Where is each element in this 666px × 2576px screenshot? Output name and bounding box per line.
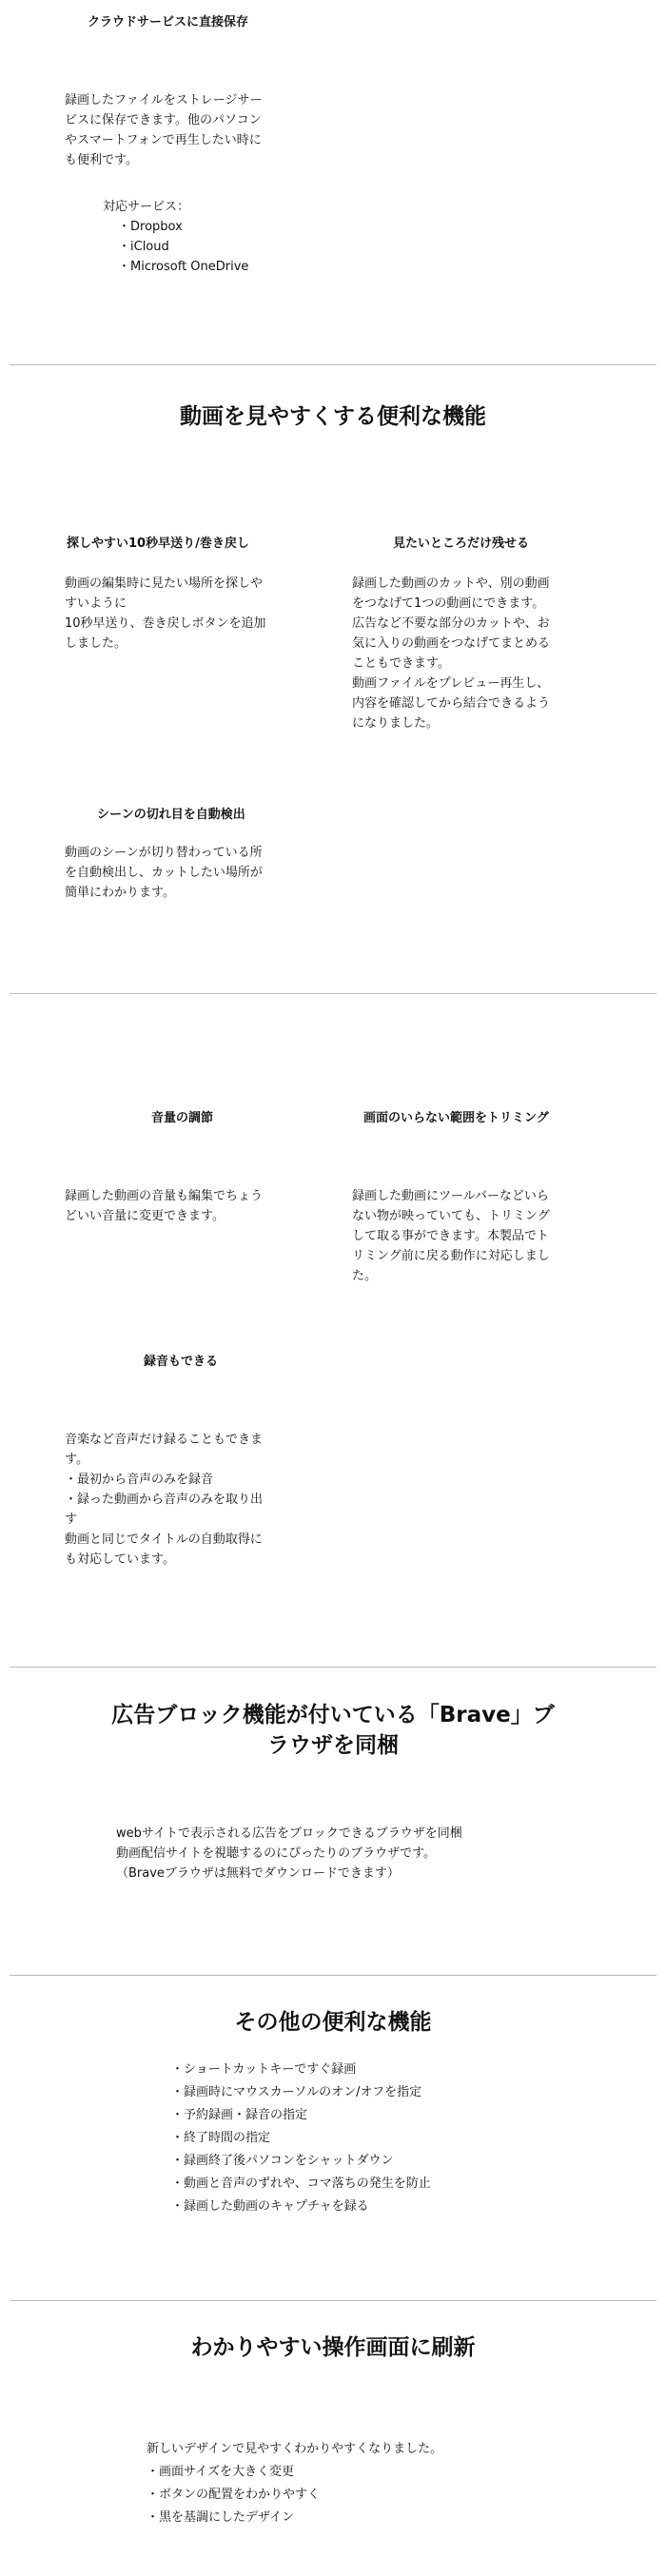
other-feature-item: ・動画と音声のずれや、コマ落ちの発生を防止 (171, 2176, 431, 2191)
keep-desc-line: 広告など不要な部分のカットや、お (352, 616, 550, 631)
brave-description (116, 1824, 462, 1883)
other-section-title: その他の便利な機能 (234, 2010, 432, 2035)
ui-desc-line: ・ボタンの配置をわかりやすく (147, 2488, 321, 2502)
trim-desc-line: 録画した動画にツールバーなどいら (352, 1189, 549, 1203)
scene-feature-description (65, 843, 263, 903)
brave-title-line: 広告ブロック機能が付いている「Brave」ブ (111, 1703, 555, 1727)
other-feature-item: ・ショートカットキーですぐ録画 (171, 2062, 357, 2077)
trim-feature-description (352, 1186, 550, 1286)
ui-desc-line: ・黒を基調にしたデザイン (147, 2510, 295, 2525)
audio-desc-line: ・録った動画から音声のみを取り出 (65, 1493, 264, 1507)
trim-desc-line: リミング前に戻る動作に対応しまし (352, 1249, 550, 1263)
trim-desc-line: ない物が映っていても、トリミング (352, 1209, 550, 1223)
seek-feature-title: 探しやすい10秒早送り/巻き戻し (67, 537, 249, 551)
trim-feature-title: 画面のいらない範囲をトリミング (363, 1111, 549, 1125)
seek-desc-line: しました。 (65, 636, 127, 651)
audio-desc-line: も対応しています。 (65, 1552, 175, 1567)
audio-desc-line: 動画と同じでタイトルの自動取得に (65, 1532, 263, 1547)
other-feature-item: ・録画終了後パソコンをシャットダウン (171, 2154, 394, 2168)
brave-desc-line: 動画配信サイトを視聴するのにぴったりのブラウザです。 (116, 1846, 437, 1861)
divider (10, 364, 656, 365)
divider (10, 1975, 656, 1976)
keep-desc-line: 内容を確認してから結合できるよう (352, 696, 551, 711)
keep-desc-line: こともできます。 (352, 656, 450, 671)
seek-desc-line: すいように (65, 596, 127, 611)
divider (10, 2300, 656, 2301)
audio-feature-title: 録音もできる (144, 1355, 219, 1369)
audio-desc-line: す。 (65, 1453, 88, 1467)
seek-desc-line: 10秒早送り、巻き戻しボタンを追加 (65, 616, 266, 631)
scene-desc-line: 簡単にわかります。 (65, 886, 175, 900)
brave-title-line: ラウザを同梱 (267, 1733, 399, 1758)
cloud-desc-line: も便利です。 (65, 153, 138, 167)
keep-feature-title: 見たいところだけ残せる (393, 537, 530, 551)
brave-desc-line: （Braveブラウザは無料でダウンロードできます） (116, 1866, 400, 1881)
audio-desc-line: 音楽など音声だけ録ることもできま (65, 1433, 264, 1447)
ui-description (147, 2438, 442, 2529)
ui-section-title: わかりやすい操作画面に刷新 (190, 2335, 476, 2360)
keep-feature-description (352, 574, 550, 733)
brave-section-title (0, 1700, 666, 1761)
seek-desc-line: 動画の編集時に見たい場所を探しや (65, 576, 264, 591)
convenient-section-title: 動画を見やすくする便利な機能 (180, 404, 486, 429)
cloud-desc-line: 録画したファイルをストレージサー (65, 93, 263, 107)
trim-desc-line: た。 (352, 1269, 378, 1283)
keep-desc-line: をつなげて1つの動画にできます。 (352, 596, 545, 611)
ui-desc-line: 新しいデザインで見やすくわかりやすくなりました。 (147, 2442, 443, 2456)
other-feature-item: ・録画した動画のキャプチャを録る (171, 2199, 369, 2214)
cloud-description (65, 90, 262, 170)
service-item: ・iCloud (118, 240, 169, 254)
keep-desc-line: 気に入りの動画をつなげてまとめる (352, 636, 551, 651)
brave-desc-line: webサイトで表示される広告をブロックできるブラウザを同梱 (116, 1826, 462, 1841)
ui-desc-line: ・画面サイズを大きく変更 (147, 2465, 294, 2479)
audio-desc-line: す (65, 1512, 78, 1527)
divider (10, 993, 656, 994)
other-feature-item: ・終了時間の指定 (171, 2131, 271, 2145)
seek-feature-description (65, 574, 266, 654)
cloud-title: クラウドサービスに直接保存 (88, 15, 249, 29)
volume-desc-line: 録画した動画の音量も編集でちょう (65, 1189, 264, 1203)
volume-feature-description (65, 1186, 263, 1226)
cloud-services (103, 197, 248, 277)
other-feature-item: ・予約録画・録音の指定 (171, 2108, 308, 2122)
divider (10, 1667, 656, 1668)
trim-desc-line: して取る事ができます。本製品でト (352, 1229, 549, 1243)
audio-desc-line: ・最初から音声のみを録音 (65, 1473, 214, 1487)
other-features-list (171, 2059, 431, 2218)
scene-desc-line: を自動検出し、カットしたい場所が (65, 866, 263, 880)
volume-feature-title: 音量の調節 (151, 1111, 214, 1125)
volume-desc-line: どいい音量に変更できます。 (65, 1209, 225, 1223)
keep-desc-line: 録画した動画のカットや、別の動画 (352, 576, 550, 591)
scene-desc-line: 動画のシーンが切り替わっている所 (65, 846, 263, 860)
services-label: 対応サービス： (103, 200, 190, 214)
cloud-desc-line: やスマートフォンで再生したい時に (65, 133, 262, 147)
service-item: ・Dropbox (118, 220, 183, 234)
scene-feature-title: シーンの切れ目を自動検出 (97, 808, 245, 822)
keep-desc-line: 動画ファイルをプレビュー再生し、 (352, 676, 550, 691)
cloud-desc-line: ビスに保存できます。他のパソコン (65, 113, 262, 127)
audio-feature-description (65, 1430, 263, 1570)
other-feature-item: ・録画時にマウスカーソルのオン/オフを指定 (171, 2085, 422, 2099)
service-item: ・Microsoft OneDrive (118, 260, 249, 274)
keep-desc-line: になりました。 (352, 716, 440, 731)
